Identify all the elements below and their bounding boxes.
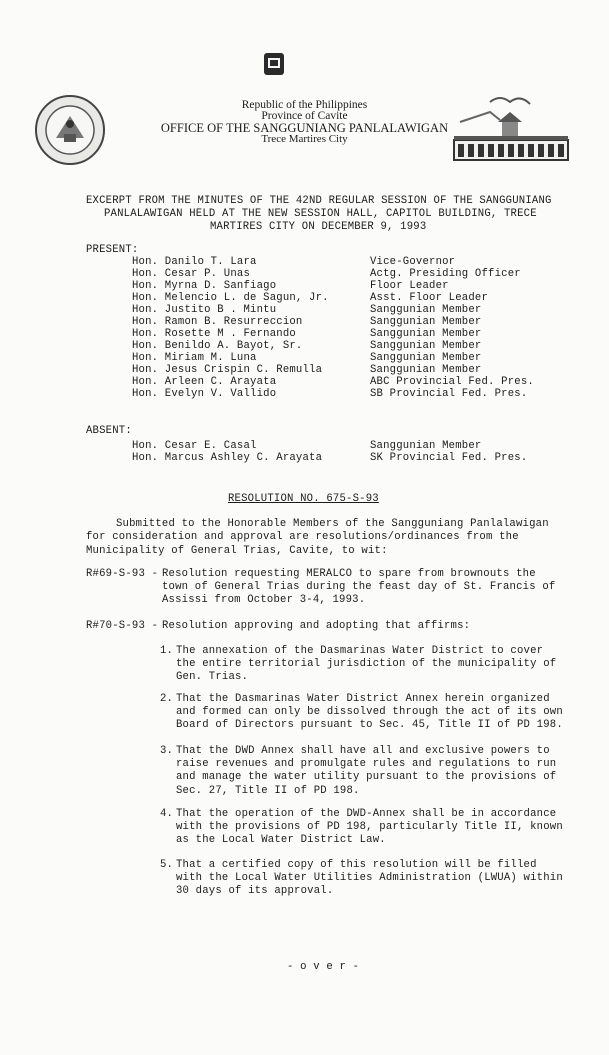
r69-text: Resolution requesting MERALCO to spare from brownouts the town of General Trias during the feast day of St. Francis of Assissi from October 3-4, 1993. [162,568,556,607]
item-text: That the DWD Annex shall have all and exclusive powers to raise revenues and promulgate rules and regulations to run and manage the water utility pursuant to the provisions of Sec. 27, Title II of PD 198. [176,745,557,797]
member-name: Hon. Arleen C. Arayata [132,376,277,388]
member-role: Sanggunian Member [370,328,482,340]
member-role: Asst. Floor Leader [370,292,489,304]
title-line3: MARTIRES CITY ON DECEMBER 9, 1993 [210,221,427,233]
r70-text: Resolution approving and adopting that affirms: [162,620,471,632]
item-number: 3. [160,745,174,757]
item-number: 2. [160,693,174,705]
title-line1: EXCERPT FROM THE MINUTES OF THE 42ND REGULAR SESSION OF THE SANGGUNIANG [86,195,552,207]
item-number: 4. [160,808,174,820]
member-name: Hon. Rosette M . Fernando [132,328,296,340]
member-role: Floor Leader [370,280,449,292]
item-number: 1. [160,645,174,657]
member-role: Sanggunian Member [370,340,482,352]
member-role: Actg. Presiding Officer [370,268,521,280]
item-text: That the operation of the DWD-Annex shall be in accordance with the provisions of PD 198, particularly Title II, known as the Local Water District Law. [176,808,563,847]
item-text: The annexation of the Dasmarinas Water District to cover the entire territorial jurisdiction of the municipality of Gen. Trias. [176,645,557,684]
present-label: PRESENT: [86,244,139,256]
member-role: Sanggunian Member [370,304,482,316]
item-text: That a certified copy of this resolution will be filled with the Local Water Utilities Administration (LWUA) within 30 days of its approval. [176,859,563,898]
member-role: Sanggunian Member [370,316,482,328]
member-name: Hon. Cesar E. Casal [132,440,257,452]
header-province: Province of Cavite [261,110,348,122]
member-role: Sanggunian Member [370,364,482,376]
member-name: Hon. Evelyn V. Vallido [132,388,277,400]
member-name: Hon. Benildo A. Bayot, Sr. [132,340,303,352]
member-role: SB Provincial Fed. Pres. [370,388,528,400]
page-over-indicator: - o v e r - [287,961,360,973]
r69-label: R#69-S-93 - [86,568,159,580]
absent-label: ABSENT: [86,425,132,437]
header-office: OFFICE OF THE SANGGUNIANG PANLALAWIGAN [160,121,449,135]
member-name: Hon. Justito B . Mintu [132,304,277,316]
provincial-crest-small-icon [263,52,285,76]
item-text: That the Dasmarinas Water District Annex herein organized and formed can only be dissolved through the act of its own Board of Directors pursuant to Sec. 45, Title II of PD 198. [176,693,563,732]
member-name: Hon. Miriam M. Luna [132,352,257,364]
member-role: ABC Provincial Fed. Pres. [370,376,534,388]
member-name: Hon. Ramon B. Resurreccion [132,316,303,328]
member-role: Vice-Governor [370,256,456,268]
member-name: Hon. Myrna D. Sanfiago [132,280,277,292]
item-number: 5. [160,859,174,871]
member-name: Hon. Marcus Ashley C. Arayata [132,452,323,464]
resolution-heading: RESOLUTION NO. 675-S-93 [228,493,379,505]
member-name: Hon. Jesus Crispin C. Remulla [132,364,323,376]
header-city: Trece Martires City [261,133,348,145]
header-republic: Republic of the Philippines [241,99,368,111]
member-name: Hon. Cesar P. Unas [132,268,251,280]
r70-label: R#70-S-93 - [86,620,159,632]
title-line2: PANLALAWIGAN HELD AT THE NEW SESSION HALL, CAPITOL BUILDING, TRECE [104,208,537,220]
member-role: Sanggunian Member [370,352,482,364]
member-role: SK Provincial Fed. Pres. [370,452,528,464]
resolution-intro: Submitted to the Honorable Members of the Sangguniang Panlalawigan for consideration and approval are resolutions/ordinances from the Municipality of General Trias, Cavite, to wit: [86,518,549,557]
member-name: Hon. Melencio L. de Sagun, Jr. [132,292,329,304]
member-name: Hon. Danilo T. Lara [132,256,257,268]
member-role: Sanggunian Member [370,440,482,452]
